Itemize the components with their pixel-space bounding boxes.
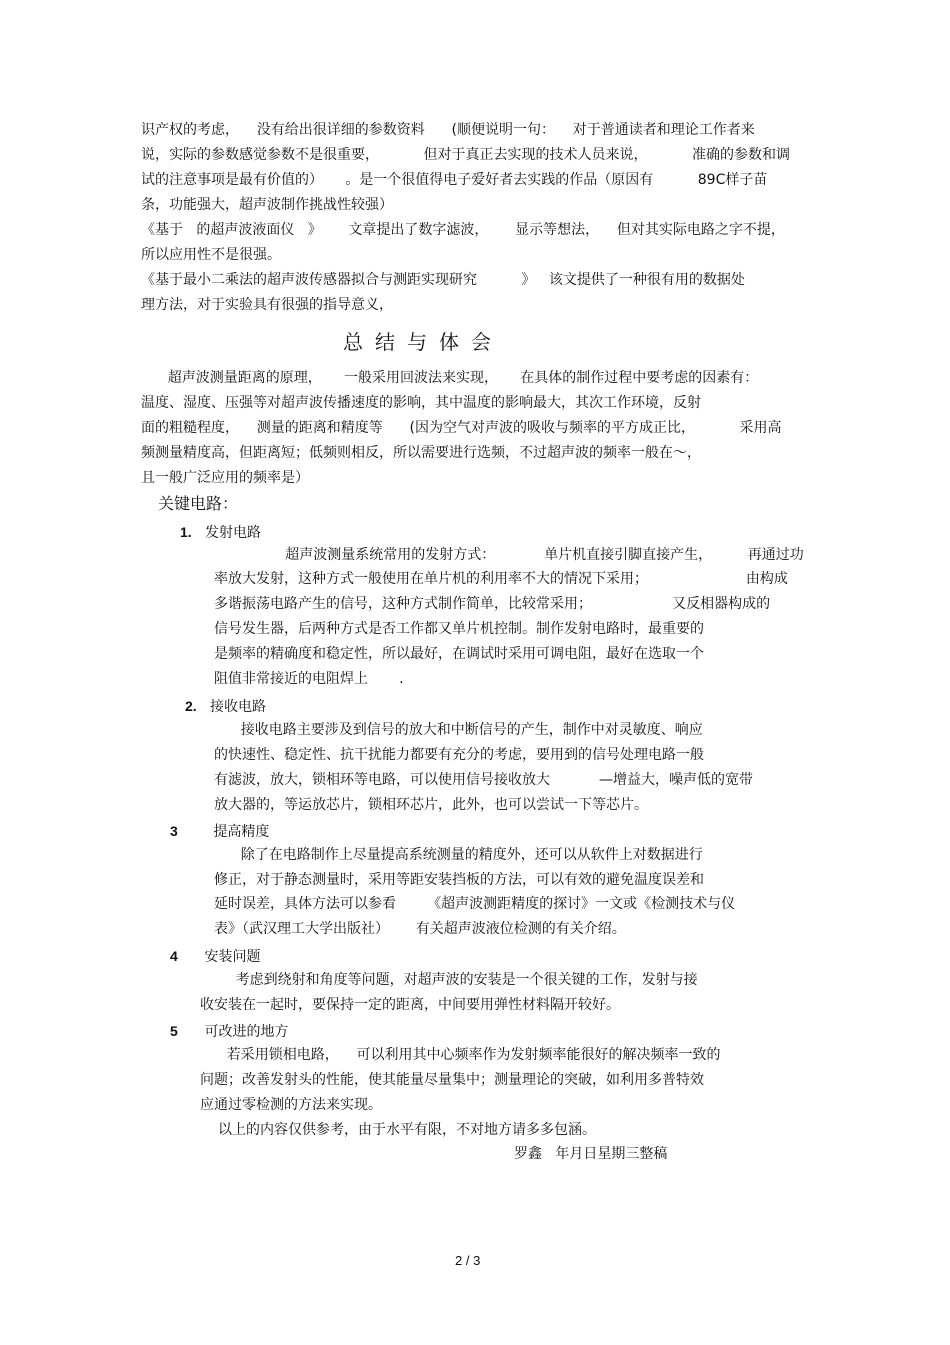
signature: 罗鑫 年月日星期三整稿 (514, 1146, 668, 1162)
section-line: 放大器的，等运放芯片，锁相环芯片，此外，也可以尝试一下等芯片。 (214, 797, 648, 813)
section-line: 应通过零检测的方法来实现。 (200, 1097, 382, 1113)
section-number: 3 (170, 823, 178, 839)
section-line: 若采用锁相电路， 可以利用其中心频率作为发射频率能很好的解决频率一致的 (200, 1047, 721, 1063)
section-title: 接收电路 (210, 699, 267, 715)
section-number: 5 (170, 1023, 178, 1039)
section-line: 阻值非常接近的电阻焊上 . (214, 671, 404, 687)
section-number: 1. (180, 524, 192, 540)
intro-line: 说，实际的参数感觉参数不是很重要， 但对于真正去实现的技术人员来说， 准确的参数和调 (141, 147, 791, 163)
section-heading (185, 697, 266, 716)
section-heading (170, 1022, 289, 1041)
summary-line: 且一般广泛应用的频率是） (141, 470, 309, 486)
intro-line: 试的注意事项是最有价值的） 。是一个很值得电子爱好者去实践的作品（原因有 89C样子苗 (141, 172, 768, 188)
section-title: 安装问题 (204, 949, 261, 965)
key-circuits-heading: 关键电路： (158, 494, 239, 513)
section-title: 发射电路 (205, 525, 262, 541)
summary-line: 面的粗糙程度， 测量的距离和精度等 (因为空气对声波的吸收与频率的平方成正比， 采用高 (141, 420, 782, 436)
section-heading (170, 822, 269, 841)
intro-line: 所以应用性不是很强。 (141, 247, 281, 263)
intro-line: 理方法，对于实验具有很强的指导意义， (141, 297, 393, 313)
section-line: 率放大发射，这种方式一般使用在单片机的利用率不大的情况下采用； 由构成 (214, 571, 788, 587)
section-number: 2. (185, 698, 197, 714)
section-title: 提高精度 (213, 824, 270, 840)
section-number: 4 (170, 948, 178, 964)
section-line: 问题；改善发射头的性能，使其能量尽量集中；测量理论的突破，如利用多普特效 (200, 1072, 704, 1088)
section-heading (170, 947, 261, 966)
summary-line: 频测量精度高，但距离短；低频则相反，所以需要进行选频，不过超声波的频率一般在～， (141, 445, 701, 461)
section-line: 超声波测量系统常用的发射方式： 单片机直接引脚直接产生， 再通过功 (214, 547, 804, 563)
page-number: 2 / 3 (455, 1253, 481, 1268)
section-line: 是频率的精确度和稳定性，所以最好，在调试时采用可调电阻，最好在选取一个 (214, 646, 704, 662)
section-line: 考虑到绕射和角度等问题，对超声波的安装是一个很关键的工作，发射与接 (200, 972, 698, 988)
summary-title: 总结与体会 (343, 330, 503, 354)
summary-line: 温度、湿度、压强等对超声波传播速度的影响，其中温度的影响最大，其次工作环境，反射 (141, 395, 701, 411)
summary-line: 超声波测量距离的原理， 一般采用回波法来实现， 在具体的制作过程中要考虑的因素有： (141, 370, 759, 386)
section-line: 有滤波，放大，锁相环等电路，可以使用信号接收放大 —增益大，噪声低的宽带 (214, 772, 753, 788)
section-line: 除了在电路制作上尽量提高系统测量的精度外，还可以从软件上对数据进行 (214, 847, 703, 863)
section-heading (180, 523, 261, 542)
section-line: 的快速性、稳定性、抗干扰能力都要有充分的考虑，要用到的信号处理电路一般 (214, 747, 704, 763)
intro-line: 识产权的考虑， 没有给出很详细的参数资料 (顺便说明一句： 对于普通读者和理论工作者来 (141, 122, 755, 138)
section-line: 多谐振荡电路产生的信号，这种方式制作简单，比较常采用； 又反相器构成的 (214, 596, 771, 612)
intro-line: 《基于最小二乘法的超声波传感器拟合与测距实现研究 》 该文提供了一种很有用的数据处 (141, 272, 745, 288)
intro-line: 《基于 的超声波液面仪 》 文章提出了数字滤波， 显示等想法， 但对其实际电路之字不提， (141, 222, 785, 238)
section-line: 收安装在一起时，要保持一定的距离，中间要用弹性材料隔开较好。 (200, 997, 620, 1013)
closing-note: 以上的内容仅供参考，由于水平有限，不对地方请多多包涵。 (218, 1122, 596, 1138)
section-line: 接收电路主要涉及到信号的放大和中断信号的产生，制作中对灵敏度、响应 (214, 722, 703, 738)
section-line: 表》（武汉理工大学出版社） 有关超声波液位检测的有关介绍。 (214, 921, 626, 937)
section-line: 修正，对于静态测量时，采用等距安装挡板的方法，可以有效的避免温度误差和 (214, 872, 704, 888)
section-line: 信号发生器，后两种方式是否工作都又单片机控制。制作发射电路时，最重要的 (214, 621, 704, 637)
intro-line: 条，功能强大，超声波制作挑战性较强） (141, 197, 393, 213)
section-title: 可改进的地方 (204, 1024, 289, 1040)
section-line: 延时误差，具体方法可以参看 《超声波测距精度的探讨》一文或《检测技术与仪 (214, 896, 736, 912)
